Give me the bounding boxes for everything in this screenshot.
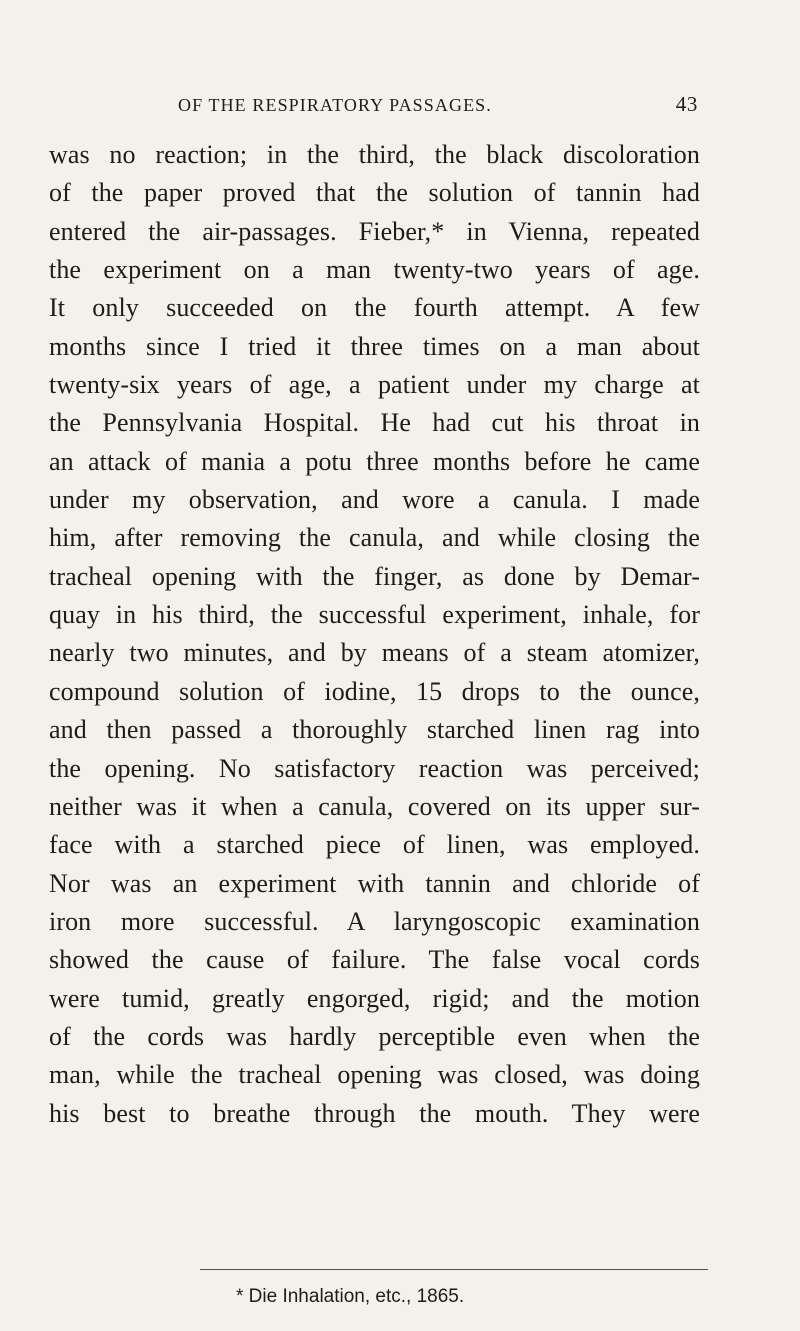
text-line: him, after removing the canula, and while closing the [49, 523, 700, 553]
text-line: entered the air-passages. Fieber,* in Vienna, repeated [49, 216, 700, 246]
text-line: under my observation, and wore a canula. I made [49, 485, 700, 515]
text-line: nearly two minutes, and by means of a steam atomizer, [49, 638, 700, 668]
running-head [178, 92, 698, 122]
text-line: the experiment on a man twenty-two years of age. [49, 255, 700, 285]
footnote: * Die Inhalation, etc., 1865. [236, 1286, 465, 1307]
text-line: of the paper proved that the solution of tannin had [49, 178, 700, 208]
text-line: of the cords was hardly perceptible even when the [49, 1021, 700, 1051]
text-line: tracheal opening with the finger, as done by Demar- [49, 561, 700, 591]
text-line: his best to breathe through the mouth. They were [49, 1098, 700, 1128]
text-line: was no reaction; in the third, the black discoloration [49, 140, 700, 169]
text-line: It only succeeded on the fourth attempt. A few [49, 293, 700, 323]
text-line: an attack of mania a potu three months before he came [49, 446, 700, 476]
text-line: compound solution of iodine, 15 drops to the ounce, [49, 676, 700, 706]
footnote-rule [200, 1269, 708, 1270]
text-line: iron more successful. A laryngoscopic examination [49, 906, 700, 936]
body-text [49, 136, 700, 1133]
text-line: were tumid, greatly engorged, rigid; and the motion [49, 983, 700, 1013]
text-line: quay in his third, the successful experiment, inhale, for [49, 600, 700, 630]
text-line: the Pennsylvania Hospital. He had cut his throat in [49, 408, 700, 438]
text-line: man, while the tracheal opening was closed, was doing [49, 1060, 700, 1090]
text-line: the opening. No satisfactory reaction was perceived; [49, 753, 700, 783]
text-line: and then passed a thoroughly starched linen rag into [49, 715, 700, 745]
text-line: face with a starched piece of linen, was employed. [49, 830, 700, 860]
page-number: 43 [675, 92, 698, 116]
running-title: OF THE RESPIRATORY PASSAGES. [178, 95, 492, 115]
text-line: twenty-six years of age, a patient under my charge at [49, 370, 700, 400]
text-line: months since I tried it three times on a man about [49, 331, 700, 361]
text-line: showed the cause of failure. The false vocal cords [49, 945, 700, 975]
text-line: Nor was an experiment with tannin and chloride of [49, 868, 700, 898]
text-line: neither was it when a canula, covered on its upper sur- [49, 791, 700, 821]
